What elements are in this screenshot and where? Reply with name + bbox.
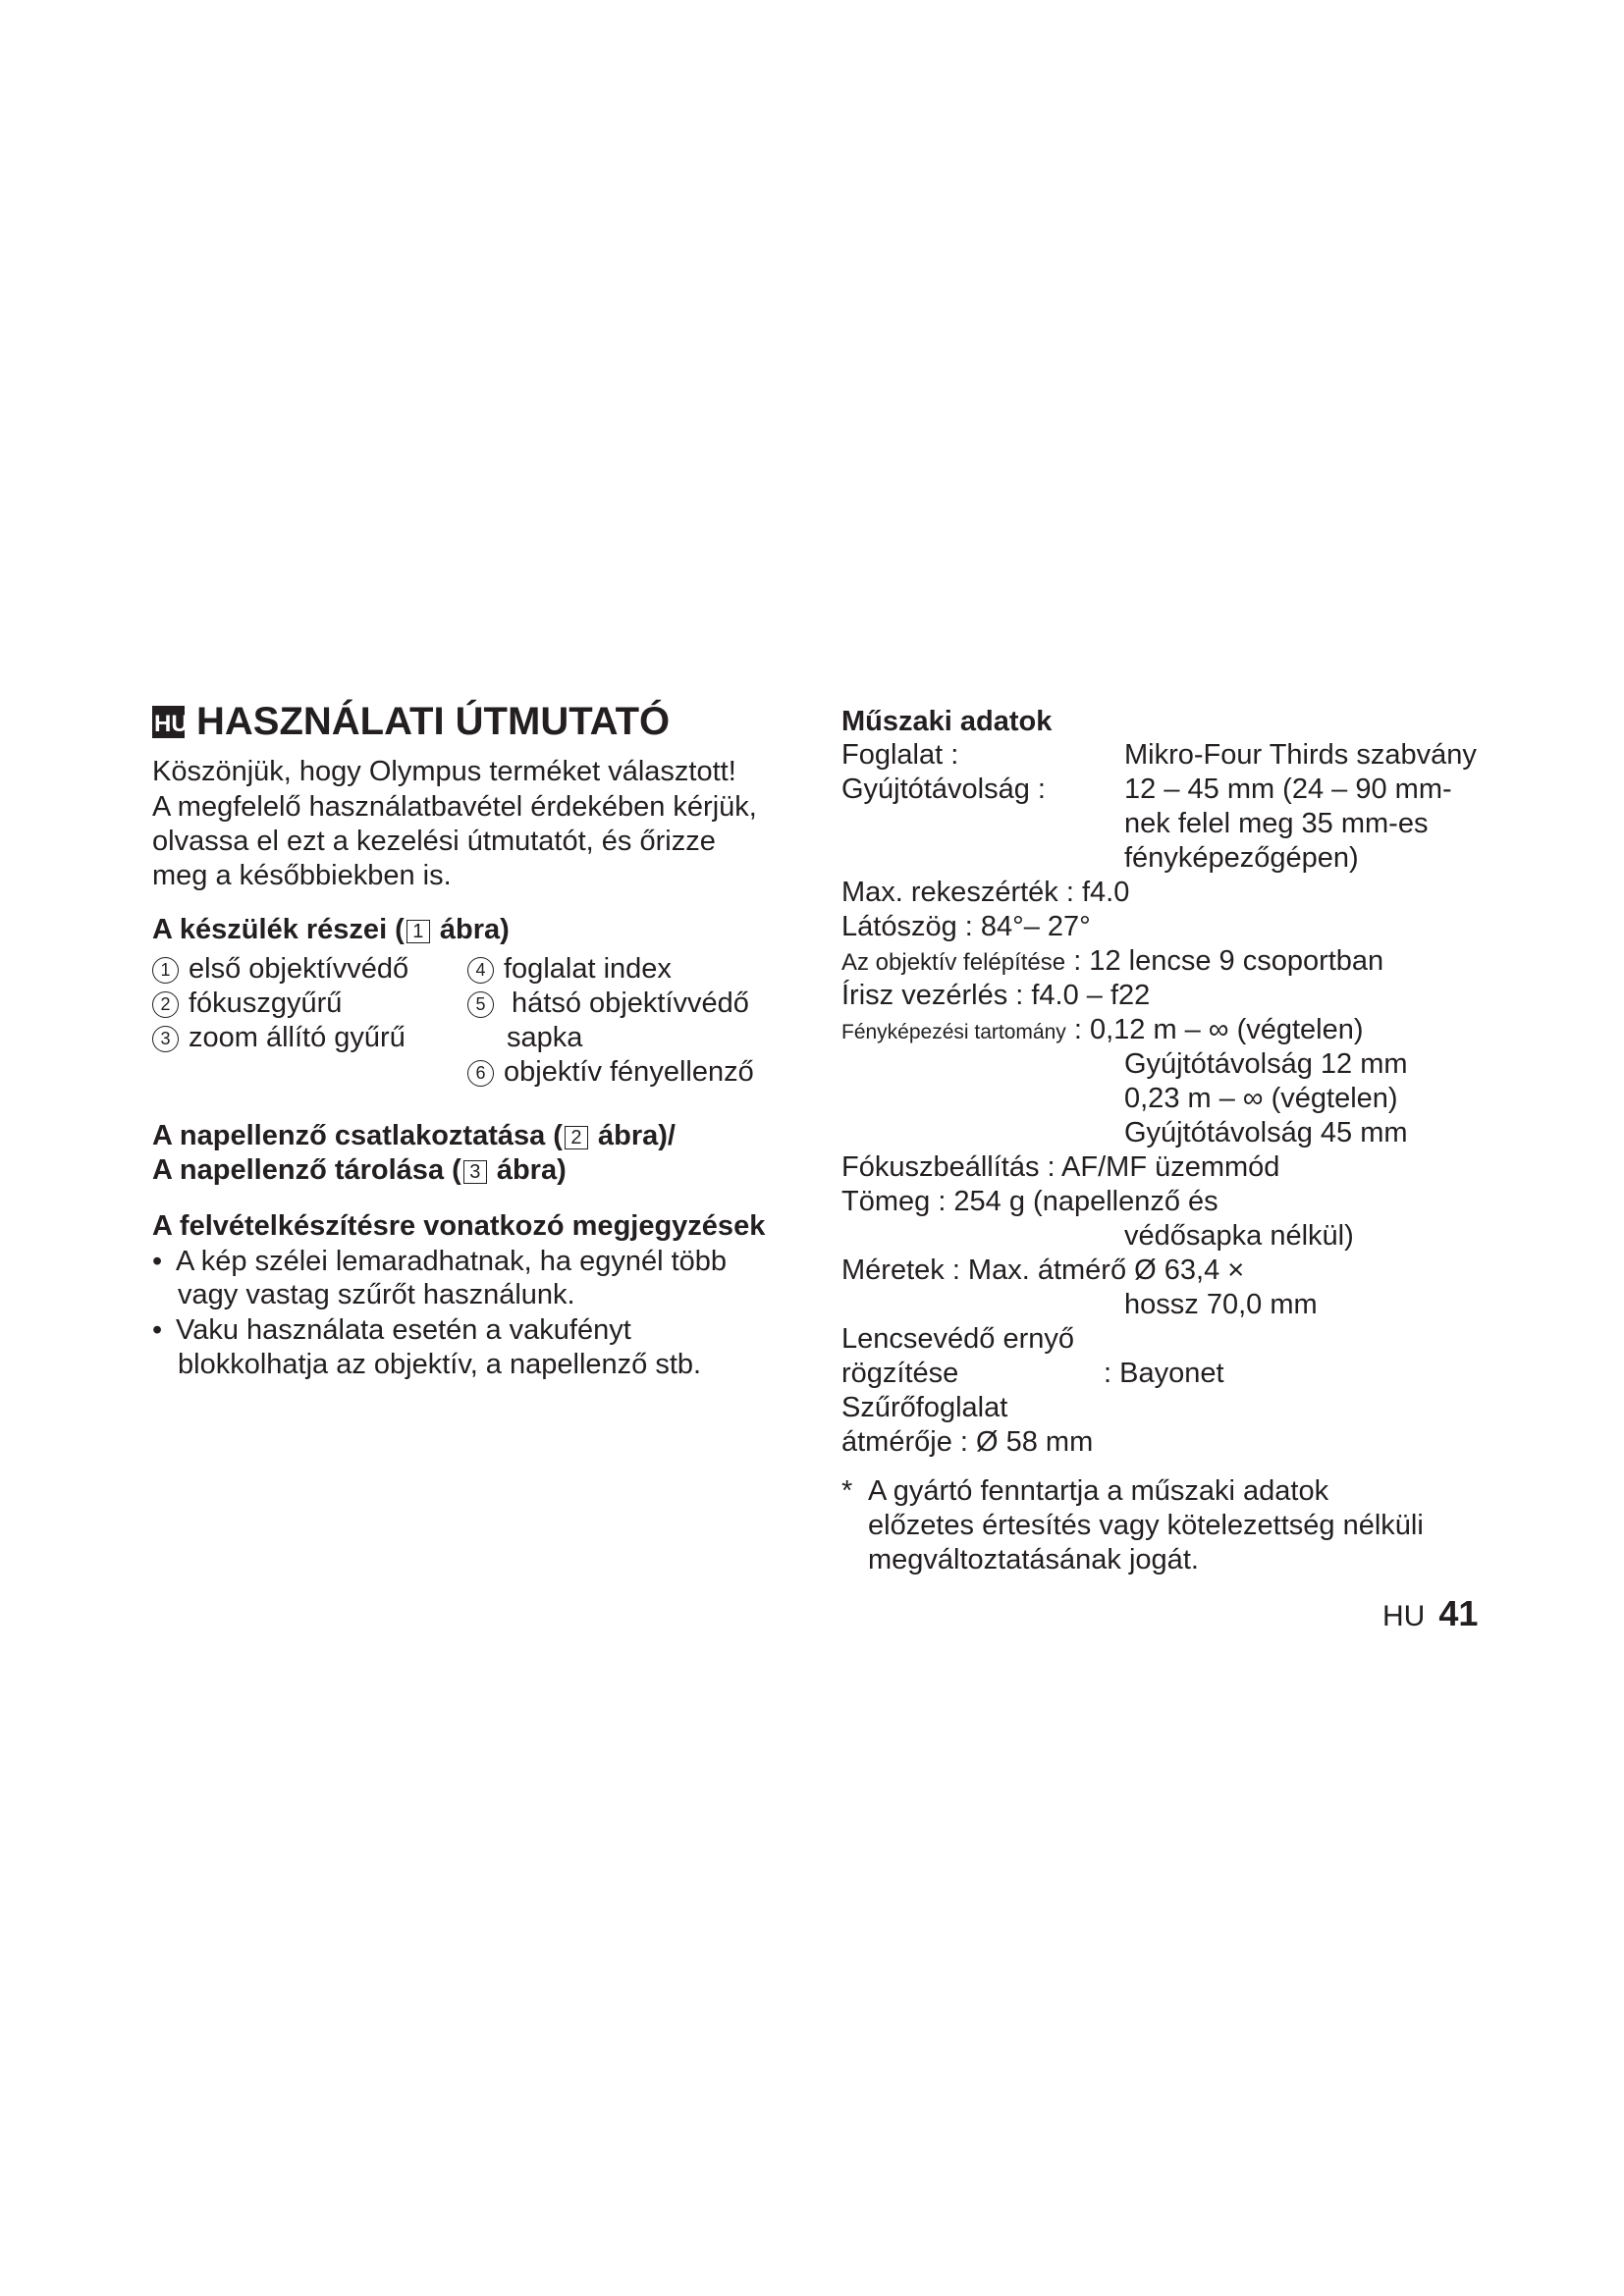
list-item-continuation: blokkolhatja az objektív, a napellenző stb. [178,1349,702,1380]
spec-label: Lencsevédő ernyő [841,1323,1074,1355]
spec-row: Max. rekeszérték : f4.0 [841,877,1130,908]
spec-label: Foglalat : [841,739,959,771]
list-item: 1 első objektívvédő [152,952,408,987]
figure-ref-box: 3 [463,1160,487,1184]
circled-number: 6 [467,1060,494,1087]
list-item: • A kép szélei lemaradhatnak, ha egynél több [152,1246,728,1277]
spec-label: rögzítése [841,1358,959,1389]
spec-row [841,1013,1364,1049]
footnote-mark: * [841,1475,853,1507]
spec-value: Gyújtótávolság 12 mm [1124,1048,1408,1080]
page-footer [1382,1593,1478,1634]
hood-heading: A napellenző tárolása ( 3 ábra) [152,1154,567,1186]
spec-value: 12 – 45 mm (24 – 90 mm- [1124,774,1452,805]
spec-row: Méretek : Max. átmérő Ø 63,4 × [841,1255,1245,1286]
spec-row: átmérője : Ø 58 mm [841,1426,1094,1458]
intro-line: A megfelelő használatbavétel érdekében kérjük, [152,791,757,823]
language-badge: HU [152,706,185,738]
circled-number: 3 [152,1026,179,1052]
list-item: 3 zoom állító gyűrű [152,1021,406,1055]
spec-label: Szűrőfoglalat [841,1392,1008,1423]
bullet: • [152,1314,163,1346]
spec-value: : Bayonet [1104,1358,1224,1389]
page-header [152,700,670,743]
intro-line: olvassa el ezt a kezelési útmutatót, és őrizze [152,826,716,857]
spec-row: Látószög : 84°– 27° [841,911,1091,942]
list-item: 5 hátsó objektívvédő [467,987,749,1021]
figure-ref-box: 1 [406,920,430,943]
spec-value: fényképezőgépen) [1124,842,1359,874]
footnote-line: megváltoztatásának jogát. [868,1544,1199,1575]
spec-value: Gyújtótávolság 45 mm [1124,1117,1408,1148]
circled-number: 2 [152,991,179,1018]
list-item: • Vaku használata esetén a vakufényt [152,1314,631,1346]
spec-value: védősapka nélkül) [1124,1220,1354,1252]
spec-value: nek felel meg 35 mm-es [1124,808,1429,839]
specs-heading: Műszaki adatok [841,706,1053,737]
circled-number: 1 [152,957,179,984]
parts-heading: A készülék részei ( 1 ábra) [152,914,510,945]
spec-row [841,944,1383,980]
spec-value: : 12 lencse 9 csoportban [1065,945,1384,977]
bullet: • [152,1246,163,1277]
spec-row: Fókuszbeállítás : AF/MF üzemmód [841,1151,1280,1183]
spec-label: Fényképezési tartomány [841,1021,1066,1043]
footnote-line: A gyártó fenntartja a műszaki adatok [868,1475,1329,1507]
page-language: HU [1382,1600,1426,1632]
footnote-line: előzetes értesítés vagy kötelezettség nélküli [868,1510,1424,1541]
spec-label: Gyújtótávolság : [841,774,1046,805]
intro-line: Köszönjük, hogy Olympus terméket választott! [152,756,736,787]
list-item: 6 objektív fényellenző [467,1055,754,1090]
spec-row: Tömeg : 254 g (napellenző és [841,1186,1218,1217]
spec-value: 0,23 m – ∞ (végtelen) [1124,1083,1398,1114]
spec-value: hossz 70,0 mm [1124,1289,1318,1320]
circled-number: 4 [467,957,494,984]
page-number: 41 [1438,1593,1479,1633]
page-title: HASZNÁLATI ÚTMUTATÓ [196,700,671,743]
intro-line: meg a későbbiekben is. [152,860,452,891]
spec-value: : 0,12 m – ∞ (végtelen) [1065,1014,1364,1045]
notes-heading: A felvételkészítésre vonatkozó megjegyzések [152,1210,766,1242]
list-item-continuation: vagy vastag szűrőt használunk. [178,1279,575,1310]
spec-row: Írisz vezérlés : f4.0 – f22 [841,980,1151,1011]
list-item: 4 foglalat index [467,952,672,987]
spec-value: Mikro-Four Thirds szabvány [1124,739,1477,771]
figure-ref-box: 2 [565,1126,588,1149]
list-item: 2 fókuszgyűrű [152,987,342,1021]
circled-number: 5 [467,991,494,1018]
list-item-continuation: sapka [507,1022,583,1053]
hood-heading: A napellenző csatlakoztatása ( 2 ábra)/ [152,1120,676,1151]
spec-label: Az objektív felépítése [841,949,1066,976]
